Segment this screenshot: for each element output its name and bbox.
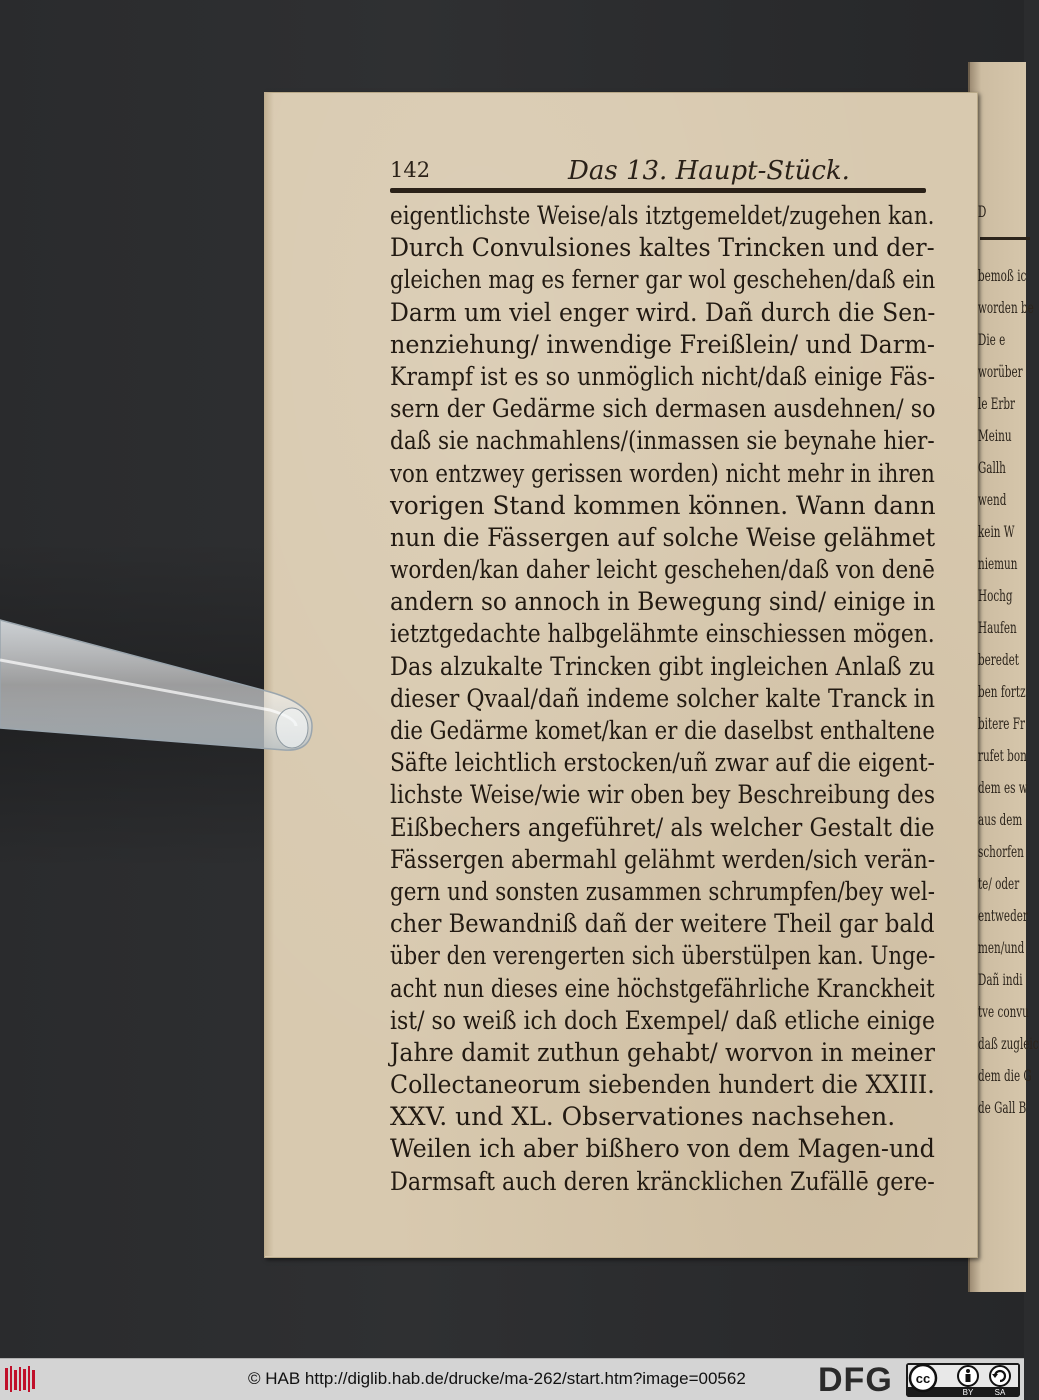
next-page-line: niemun	[978, 554, 1018, 573]
next-page-line: bemoß ic	[978, 266, 1027, 285]
next-page-line: te/ oder	[978, 874, 1020, 893]
text-line: worden/kan daher leicht geschehen/daß von denē	[390, 555, 935, 585]
text-line: acht nun dieses eine höchstgefährliche Kranckheit	[390, 973, 935, 1003]
next-page-line: schorfen	[978, 842, 1024, 861]
text-line: über den verengerten sich überstülpen kan. Unge-	[390, 941, 936, 971]
text-line: ist/ so weiß ich doch Exempel/ daß etliche einige	[390, 1005, 935, 1035]
next-page-line: de Gall B	[978, 1098, 1027, 1117]
next-page-line: ben fortz	[978, 682, 1026, 701]
next-page-line: dem es w	[978, 778, 1028, 797]
next-page-line: wend	[978, 490, 1007, 509]
next-page-rule	[980, 237, 1030, 240]
page-header	[390, 158, 930, 192]
text-line: Collectaneorum siebenden hundert die XXIII.	[390, 1070, 935, 1100]
text-line: sern der Gedärme sich dermasen ausdehnen/ so	[390, 394, 936, 424]
next-page-line: men/und	[978, 938, 1025, 957]
text-line: Durch Convulsiones kaltes Trincken und der-	[390, 233, 935, 263]
text-line: eigentlichste Weise/als itztgemeldet/zugehen kan.	[390, 201, 935, 230]
next-page-line: Gallh	[978, 458, 1006, 477]
text-line: Eißbechers angeführet/ als welcher Gestalt die	[390, 812, 935, 842]
next-page-line: Dañ indi	[978, 970, 1023, 989]
text-line: Darmsaft auch deren kräncklichen Zufällē gere-	[390, 1166, 935, 1196]
next-page-line: beredet	[978, 650, 1019, 669]
text-line: Darm um viel enger wird. Dañ durch die Sen-	[390, 297, 936, 327]
footer-bar	[0, 1358, 1024, 1400]
text-line: daß sie nachmahlens/(inmassen sie beynahe hier-	[390, 426, 935, 456]
text-line: gleichen mag es ferner gar wol geschehen/daß ein	[390, 265, 936, 295]
page-number: 142	[390, 158, 431, 182]
next-page-line: le Erbr	[978, 394, 1015, 413]
text-line: Fässergen abermahl gelähmt werden/sich verän-	[390, 844, 936, 874]
text-line: dieser Qvaal/dañ indeme solcher kalte Tranck in	[390, 683, 935, 713]
copyright-link[interactable]: © HAB http://diglib.hab.de/drucke/ma-262/start.htm?image=00562	[248, 1369, 746, 1388]
text-line: XXV. und XL. Observationes nachsehen.	[390, 1102, 896, 1132]
cc-sa-label: SA	[994, 1388, 1006, 1397]
text-line: Säfte leichtlich erstocken/uñ zwar auf die eigent-	[390, 748, 935, 778]
text-line: Das alzukalte Trincken gibt ingleichen Anlaß zu	[390, 651, 936, 681]
next-page-line: daß zugleic	[978, 1034, 1039, 1053]
next-page-line: D	[978, 202, 987, 221]
creative-commons-by-sa-icon[interactable]	[906, 1363, 1020, 1397]
text-line: cher Bewandniß dañ der weitere Theil gar bald	[390, 909, 935, 939]
text-line: gern und sonsten zusammen schrumpfen/bey wel-	[390, 876, 936, 906]
text-line: die Gedärme komet/kan er die daselbst enthaltene	[390, 716, 935, 745]
running-head: Das 13. Haupt-Stück.	[568, 156, 850, 186]
text-line: nun die Fässergen auf solche Weise gelähmet	[390, 522, 936, 552]
next-page-line: Meinu	[978, 426, 1012, 445]
next-page-line: Haufen	[978, 618, 1017, 637]
dfg-logo: DFG	[818, 1361, 893, 1399]
text-line: Weilen ich aber bißhero von dem Magen-und	[390, 1134, 935, 1164]
text-line: von entzwey gerissen worden) nicht mehr in ihren	[390, 458, 935, 488]
cc-by-label: BY	[962, 1388, 974, 1397]
library-barcode-logo-icon	[4, 1364, 38, 1394]
next-page-line: bitere Fr	[978, 714, 1025, 733]
next-page-line: entweder	[978, 906, 1028, 925]
next-page-line: dem die G	[978, 1066, 1032, 1085]
next-page-line: worden be	[978, 298, 1034, 317]
text-line: vorigen Stand kommen können. Wann dann	[390, 490, 936, 520]
page-holder-clip	[0, 600, 320, 780]
next-page-line: tve convu	[978, 1002, 1029, 1021]
text-line: Jahre damit zuthun gehabt/ worvon in meiner	[390, 1037, 935, 1067]
next-page-line: worüber	[978, 362, 1023, 381]
header-rule	[390, 188, 926, 193]
next-page-line: Die e	[978, 330, 1006, 349]
next-page-line: Hochg	[978, 586, 1013, 605]
text-line: ietztgedachte halbgelähmte einschiessen mögen.	[390, 619, 935, 649]
text-line: andern so annoch in Bewegung sind/ einige in	[390, 587, 936, 617]
next-page-line: aus dem	[978, 810, 1023, 829]
text-line: Krampf ist es so unmöglich nicht/daß einige Fäs-	[390, 361, 936, 391]
next-page-line: rufet bon	[978, 746, 1027, 765]
page-text	[390, 200, 935, 1198]
text-line: nenziehung/ inwendige Freißlein/ und Darm-	[390, 329, 935, 359]
svg-text:cc: cc	[915, 1371, 931, 1386]
text-line: lichste Weise/wie wir oben bey Beschreibung des	[390, 780, 936, 810]
next-page-line: kein W	[978, 522, 1015, 541]
